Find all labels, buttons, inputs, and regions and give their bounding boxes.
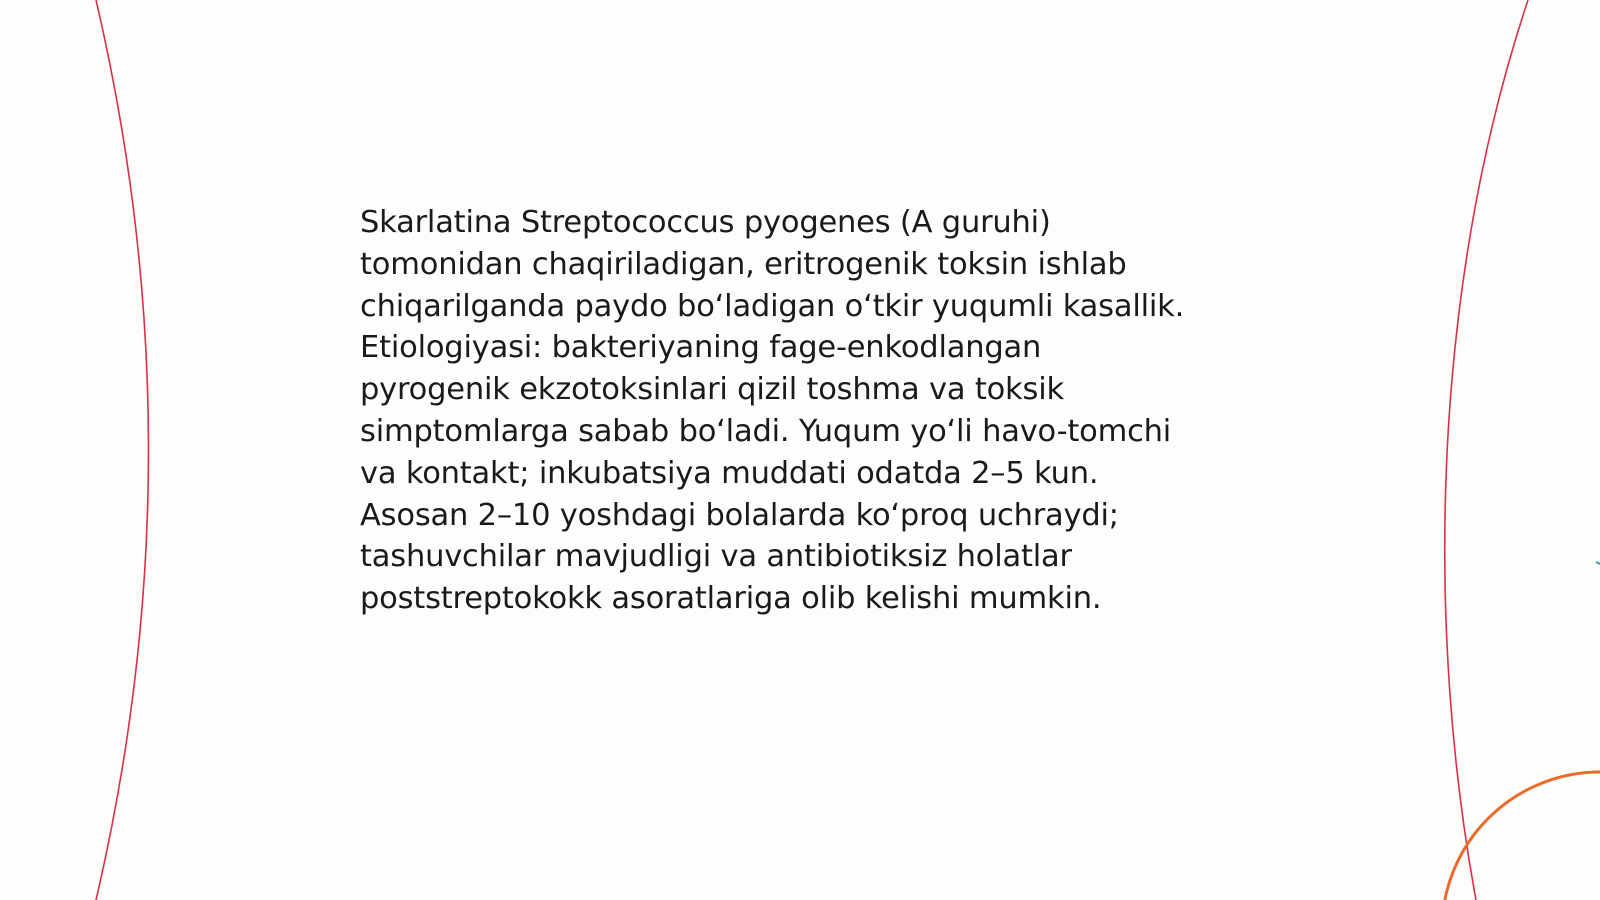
text-line: va kontakt; inkubatsiya muddati odatda 2–5 kun. — [360, 455, 1099, 491]
text-line: Etiologiyasi: bakteriyaning fage-enkodlangan — [360, 330, 1042, 366]
text-line: poststreptokokk asoratlariga olib kelishi mumkin. — [360, 581, 1102, 617]
text-line: chiqarilganda paydo bo‘ladigan o‘tkir yuqumli kasallik. — [360, 288, 1185, 324]
text-line: tomonidan chaqiriladigan, eritrogenik toksin ishlab — [360, 246, 1127, 282]
teal-accent-mark — [1596, 562, 1600, 564]
text-line: Asosan 2–10 yoshdagi bolalarda ko‘proq uchraydi; — [360, 497, 1119, 533]
text-line: pyrogenik ekzotoksinlari qizil toshma va toksik — [360, 372, 1064, 408]
left-red-arc — [96, 0, 149, 900]
slide-body-text — [360, 202, 1260, 620]
text-line: simptomlarga sabab bo‘ladi. Yuqum yo‘li havo-tomchi — [360, 413, 1172, 449]
text-line: Skarlatina Streptococcus pyogenes (A guruhi) — [360, 205, 1051, 240]
text-line: tashuvchilar mavjudligi va antibiotiksiz holatlar — [360, 539, 1072, 575]
right-red-arc — [1445, 0, 1528, 900]
